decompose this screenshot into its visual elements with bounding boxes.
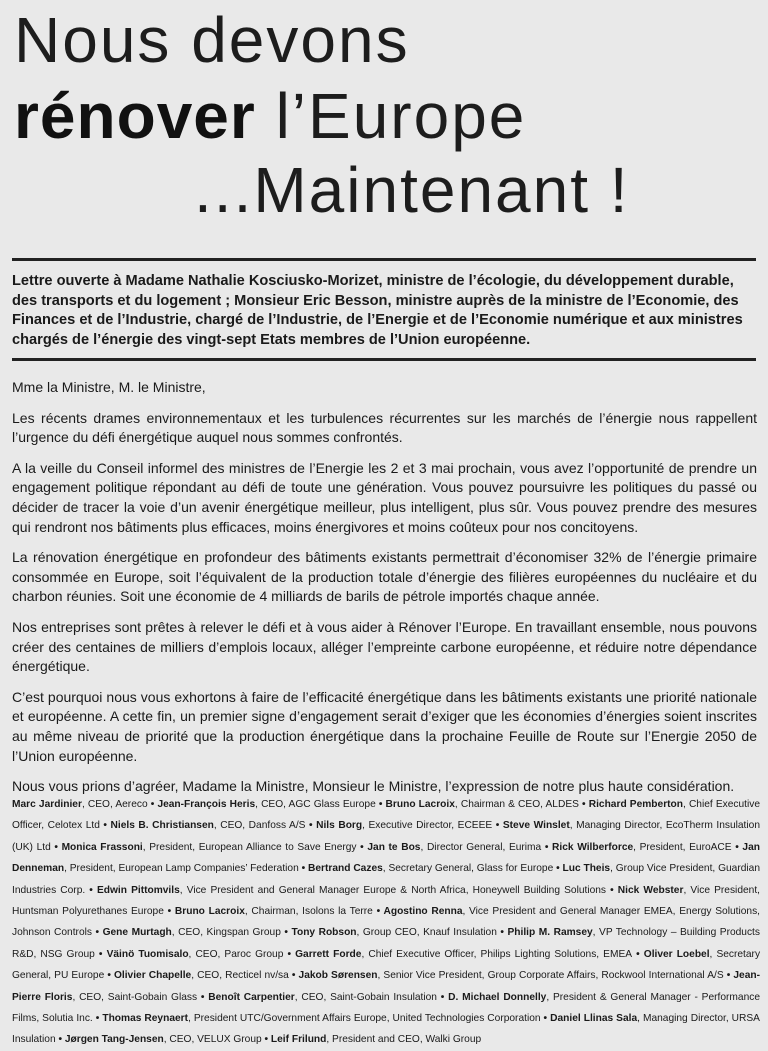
signatory bbox=[97, 885, 606, 896]
signatory-role: , President, European Lamp Companies’ Federation bbox=[64, 863, 299, 875]
signatory-name: Bruno Lacroix bbox=[385, 799, 455, 810]
signatory bbox=[271, 1034, 481, 1045]
signatory bbox=[299, 970, 724, 981]
signatory-role: , CEO, Kingspan Group bbox=[171, 927, 281, 939]
signatory bbox=[316, 820, 492, 831]
signatory bbox=[111, 820, 306, 831]
signatory-name: Nils Borg bbox=[316, 820, 363, 832]
signatory-name: Tony Robson bbox=[291, 927, 357, 939]
signatory-role: , Vice President and General Manager EMEA, Energy Solutions, Johnson Controls bbox=[12, 906, 760, 939]
signatory-role: , CEO, Saint-Gobain Glass bbox=[72, 991, 198, 1003]
signatory-name: D. Michael Donnelly bbox=[448, 991, 547, 1003]
signatory-role: , President, European Alliance to Save Energy bbox=[142, 841, 357, 853]
signatory-name: Thomas Reynaert bbox=[102, 1013, 189, 1025]
signatory bbox=[102, 1013, 540, 1024]
signatory-role: , Vice President, Huntsman Polyurethanes Europe bbox=[12, 884, 760, 918]
signatory-name: Bruno Lacroix bbox=[174, 906, 245, 918]
body-paragraph: C’est pourquoi nous vous exhortons à faire de l’efficacité énergétique dans les bâtiments existants une priorité nationale et européenne. A cette fin, un premier signe d’engagement serait d’exiger que les économies d’énergies soient inscrites au même niveau de priorité que la production énergétique dans la prochaine Feuille de Route sur l’Energie 2050 de l’Union européenne. bbox=[12, 688, 757, 764]
signatory-role: , President & General Manager - Performance Films, Solutia Inc. bbox=[12, 991, 760, 1025]
signatory-role: , Chairman, Isolons la Terre bbox=[244, 906, 373, 918]
signatory-role: , CEO, Saint-Gobain Insulation bbox=[294, 991, 437, 1003]
signatory-name: Edwin Pittomvils bbox=[96, 884, 180, 896]
signatory bbox=[107, 949, 284, 960]
signatory bbox=[208, 992, 437, 1003]
signatory-role: , Secretary General, PU Europe bbox=[12, 948, 761, 982]
signatory-name: Daniel Llinas Sala bbox=[550, 1013, 638, 1025]
signatory bbox=[65, 1034, 262, 1045]
top-rule bbox=[12, 258, 756, 261]
signatory-role: , Group Vice President, Guardian Industries Corp. bbox=[12, 863, 760, 896]
signatory-name: Leif Frilund bbox=[270, 1034, 327, 1046]
signatory-name: Jørgen Tang-Jensen bbox=[64, 1034, 164, 1046]
signatory-name: Jean-Pierre Floris bbox=[12, 970, 760, 1003]
signatory-name: Nick Webster bbox=[617, 884, 684, 896]
headline-line-3: ...Maintenant ! bbox=[194, 154, 630, 226]
headline-line-2 bbox=[14, 80, 527, 152]
signatory bbox=[308, 863, 553, 874]
signatory-name: Jan Denneman bbox=[12, 841, 760, 875]
signatory-role: , Group CEO, Knauf Insulation bbox=[356, 927, 497, 939]
body-paragraph: Les récents drames environnementaux et les turbulences récurrentes sur les marchés de l’énergie nous rappellent l’urgence du défi énergétique auquel nous sommes confrontés. bbox=[12, 409, 757, 446]
signatory-name: Agostino Renna bbox=[383, 906, 463, 918]
signatory-name: Marc Jardinier bbox=[12, 799, 82, 810]
signatory-name: Jakob Sørensen bbox=[298, 970, 378, 982]
signatory-role: , Managing Director, URSA Insulation bbox=[12, 1013, 760, 1046]
signatory-role: , Chairman & CEO, ALDES bbox=[454, 799, 579, 810]
signatory-name: Monica Frassoni bbox=[61, 841, 143, 853]
signatory-role: , Vice President and General Manager Europe & North Africa, Honeywell Building Solutions bbox=[179, 884, 607, 896]
signatory bbox=[62, 842, 357, 853]
signatory-role: , VP Technology – Building Products R&D, NSG Group bbox=[12, 927, 760, 960]
headline-line-2-rest: l’Europe bbox=[255, 80, 527, 152]
signatory-name: Olivier Chapelle bbox=[113, 970, 192, 982]
salutation: Mme la Ministre, M. le Ministre, bbox=[12, 379, 206, 395]
signatory-role: , President and CEO, Walki Group bbox=[326, 1034, 482, 1046]
signatory-name: Rick Wilberforce bbox=[552, 841, 634, 853]
signatory-name: Benoît Carpentier bbox=[208, 991, 295, 1003]
headline-line-1: Nous devons bbox=[14, 4, 410, 76]
headline-bold-word: rénover bbox=[14, 80, 256, 152]
signatory-name: Richard Pemberton bbox=[588, 799, 683, 810]
signatory bbox=[175, 906, 373, 917]
signatory-name: Gene Murtagh bbox=[102, 927, 172, 939]
intro-paragraph: Lettre ouverte à Madame Nathalie Kosciusko-Morizet, ministre de l’écologie, du développement durable, des transports et du logement ; Monsieur Eric Besson, ministre auprès de la ministre de l’Economie, des Finances et de l’Industrie, chargé de l’Industrie, de l’Energie et de l’Economie numérique et aux ministres chargés de l’énergie des vingt-sept Etats membres de l’Union européenne. bbox=[12, 273, 743, 348]
signatory-name: Garrett Forde bbox=[295, 948, 362, 960]
closing-paragraph: Nous vous prions d’agréer, Madame la Ministre, Monsieur le Ministre, l’expression de notre plus haute considération. bbox=[12, 778, 735, 795]
signatory-name: Jan te Bos bbox=[367, 841, 421, 853]
signatory-role: , CEO, Paroc Group bbox=[188, 948, 284, 960]
signatory-role: , Chief Executive Officer, Celotex Ltd bbox=[12, 799, 761, 832]
signatory bbox=[552, 842, 732, 853]
signatory-role: , Executive Director, ECEEE bbox=[362, 820, 493, 832]
signatory-name: Bertrand Cazes bbox=[308, 863, 383, 875]
signatory bbox=[103, 927, 281, 938]
signatory-role: , Managing Director, EcoTherm Insulation (UK) Ltd bbox=[12, 820, 760, 853]
signatory-name: Niels B. Christiansen bbox=[110, 820, 214, 832]
signatory-name: Väinö Tuomisalo bbox=[106, 948, 189, 960]
signatory-role: , Secretary General, Glass for Europe bbox=[382, 863, 554, 875]
signatory bbox=[367, 842, 541, 853]
signatory-role: , CEO, AGC Glass Europe bbox=[255, 799, 376, 810]
signatory bbox=[292, 927, 497, 938]
signatory-name: Philip M. Ramsey bbox=[507, 927, 593, 939]
signatory-name: Luc Theis bbox=[562, 863, 611, 875]
body-paragraph: La rénovation énergétique en profondeur des bâtiments existants permettrait d’économiser 32% de l’énergie primaire consommée en Europe, soit l’équivalent de la production totale d’énergie des filières européennes du nucléaire et du charbon réunies. Soit une économie de 4 milliards de barils de pétrole importés chaque année. bbox=[12, 549, 757, 605]
signatory-role: , President UTC/Government Affairs Europe, United Technologies Corporation bbox=[188, 1013, 541, 1025]
signatory-role: , Chief Executive Officer, Philips Lighting Solutions, EMEA bbox=[361, 948, 633, 960]
letter-body bbox=[12, 378, 757, 808]
signatory-role: , CEO, Danfoss A/S bbox=[213, 820, 306, 832]
signatory-role: , CEO, VELUX Group bbox=[163, 1034, 262, 1046]
signatory-role: , CEO, Recticel nv/sa bbox=[191, 970, 289, 982]
signatory bbox=[386, 799, 579, 810]
signatories: Marc Jardinier, CEO, Aereco • Jean-François Heris, CEO, AGC Glass Europe • Bruno Lacroix, Chairman & CEO, ALDES • Richard Pemberton, Chief Executive Officer, Celotex Ltd • Niels B. Christiansen, CEO, Danfoss A/S • Nils Borg, Executive Director, ECEEE • Steve Winslet, Managing Director, EcoTherm Insulation (UK) Ltd • Monica Frassoni, President, European Alliance to Save Energy • Jan te Bos, Director General, Eurima • Rick Wilberforce, President, EuroACE • Jan Denneman, President, European Lamp Companies’ Federation • Bertrand Cazes, Secretary General, Glass for Europe • Luc Theis, Group Vice President, Guardian Industries Corp. • Edwin Pittomvils, Vice President and General Manager Europe & North Africa, Honeywell Building Solutions • Nick Webster, Vice President, Huntsman Polyurethanes Europe • Bruno Lacroix, Chairman, Isolons la Terre • Agostino Renna, Vice President and General Manager EMEA, Energy Solutions, Johnson Controls • Gene Murtagh, CEO, Kingspan Group • Tony Robson, Group CEO, Knauf Insulation • Philip M. Ramsey, VP Technology – Building Products R&D, NSG Group • Väinö Tuomisalo, CEO, Paroc Group • Garrett Forde, Chief Executive Officer, Philips Lighting Solutions, EMEA • Oliver Loebel, Secretary General, PU Europe • Olivier Chapelle, CEO, Recticel nv/sa • Jakob Sørensen, Senior Vice President, Group Corporate Affairs, Rockwool International A/S • Jean-Pierre Floris, CEO, Saint-Gobain Glass • Benoît Carpentier, CEO, Saint-Gobain Insulation • D. Michael Donnelly, President & General Manager - Performance Films, Solutia Inc. • Thomas Reynaert, President UTC/Government Affairs Europe, United Technologies Corporation • Daniel Llinas Sala, Managing Director, URSA Insulation • Jørgen Tang-Jensen, CEO, VELUX Group • Leif Frilund, President and CEO, Walki Group bbox=[12, 799, 761, 1046]
body-paragraph: A la veille du Conseil informel des ministres de l’Energie les 2 et 3 mai prochain, vous avez l’opportunité de prendre un engagement politique répondant au défi de toute une génération. Vous pouvez poursuivre les politiques du passé ou décider de tracer la voie d’un avenir énergétique meilleur, plus intelligent, plus sûr. Vous pouvez prendre des mesures qui rendront nos bâtiments plus efficaces, moins énergivores et moins coûteux pour nos concitoyens. bbox=[12, 459, 757, 535]
signatory bbox=[295, 949, 632, 960]
signatory-role: , President, EuroACE bbox=[633, 841, 732, 853]
signatory-role: , Director General, Eurima bbox=[420, 841, 542, 853]
signatory-name: Oliver Loebel bbox=[643, 948, 710, 960]
signatory-role: , Senior Vice President, Group Corporate Affairs, Rockwool International A/S bbox=[377, 970, 724, 982]
signatory-name: Steve Winslet bbox=[502, 820, 570, 832]
signatory bbox=[114, 970, 289, 981]
signatory bbox=[12, 799, 148, 810]
signatory-role: , CEO, Aereco bbox=[81, 799, 148, 810]
middle-rule bbox=[12, 358, 756, 361]
signatory-name: Jean-François Heris bbox=[157, 799, 256, 810]
body-paragraph: Nos entreprises sont prêtes à relever le défi et à vous aider à Rénover l’Europe. En travaillant ensemble, nous pouvons créer des centaines de milliers d’emplois locaux, alléger l’empreinte carbone européenne, et réduire notre dépendance énergétique. bbox=[12, 618, 757, 675]
signatory bbox=[157, 799, 375, 810]
